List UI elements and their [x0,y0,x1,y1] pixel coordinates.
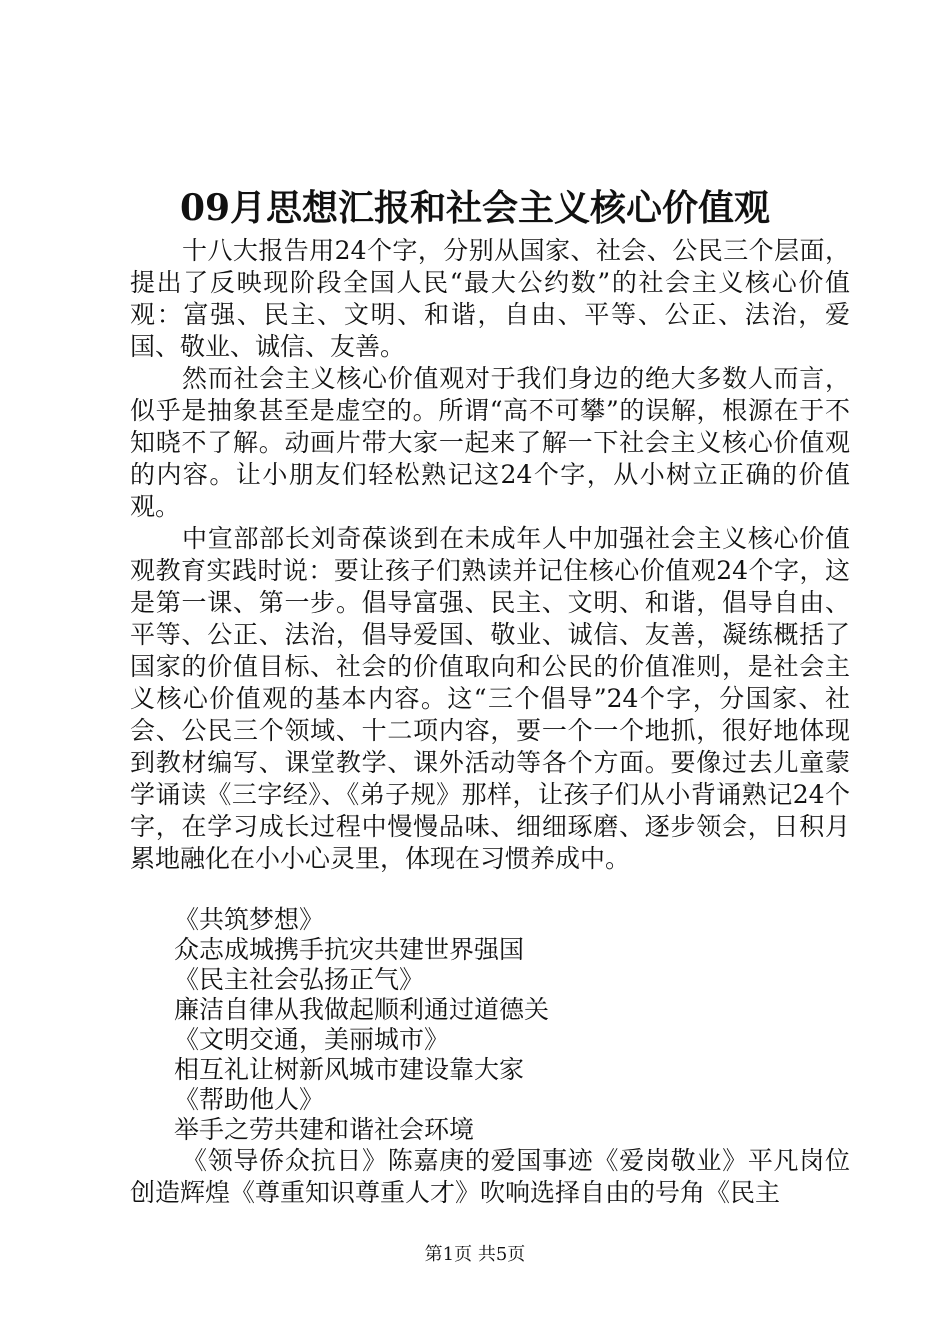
list-line: 廉洁自律从我做起顺利通过道德关 [174,995,550,1024]
list-line: 《共筑梦想》 [174,905,325,934]
list-line: 《民主社会弘扬正气》 [174,965,425,994]
paragraph-tail: 《领导侨众抗日》陈嘉庚的爱国事迹《爱岗敬业》平凡岗位创造辉煌《尊重知识尊重人才》吹响选择自由的号角《民主 [130,1146,850,1207]
document-body [130,235,850,1209]
paragraph-1: 十八大报告用24个字，分别从国家、社会、公民三个层面，提出了反映现阶段全国人民“最大公约数”的社会主义核心价值观：富强、民主、文明、和谐，自由、平等、公正、法治，爱国、敬业、诚信、友善。 [130,236,850,361]
slogan-list [130,905,850,1145]
list-line: 《文明交通，美丽城市》 [174,1025,450,1054]
page-footer: 第1页 共5页 [424,1244,526,1265]
list-line: 《帮助他人》 [174,1085,325,1114]
document-title: 09月思想汇报和社会主义核心价值观 [179,187,771,229]
paragraph-3: 中宣部部长刘奇葆谈到在未成年人中加强社会主义核心价值观教育实践时说：要让孩子们熟读并记住核心价值观24个字，这是第一课、第一步。倡导富强、民主、文明、和谐，倡导自由、平等、公正、法治，倡导爱国、敬业、诚信、友善，凝练概括了国家的价值目标、社会的价值取向和公民的价值准则，是社会主义核心价值观的基本内容。这“三个倡导”24个字，分国家、社会、公民三个领域、十二项内容，要一个一个地抓，很好地体现到教材编写、课堂教学、课外活动等各个方面。要像过去儿童蒙学诵读《三字经》、《弟子规》那样，让孩子们从小背诵熟记24个字，在学习成长过程中慢慢品味、细细琢磨、逐步领会，日积月累地融化在小小心灵里，体现在习惯养成中。 [130,524,850,873]
paragraph-2: 然而社会主义核心价值观对于我们身边的绝大多数人而言，似乎是抽象甚至是虚空的。所谓“高不可攀”的误解，根源在于不知晓不了解。动画片带大家一起来了解一下社会主义核心价值观的内容。让小朋友们轻松熟记这24个字，从小树立正确的价值观。 [130,364,850,521]
list-line: 众志成城携手抗灾共建世界强国 [174,935,525,964]
list-line: 举手之劳共建和谐社会环境 [174,1115,475,1144]
list-line: 相互礼让树新风城市建设靠大家 [174,1055,525,1084]
